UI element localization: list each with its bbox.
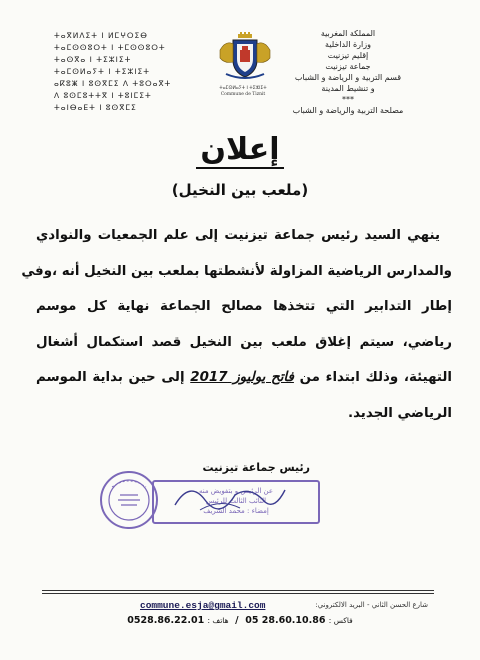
header-arabic	[268, 28, 428, 116]
tifinagh-line: ⵜⴰⵙⴳⴰ ⵏ ⵜⵉⵣⵏⵉⵜ	[54, 55, 132, 64]
footer-divider	[42, 590, 434, 591]
header-line: إقليم تيزنيت	[327, 51, 369, 60]
phone-label: هاتف :	[207, 616, 229, 625]
emblem-caption-french: Commune de Tiznit	[220, 92, 266, 97]
body-line-5-end: إلى حين بداية الموسم	[36, 370, 191, 385]
footer-divider	[42, 593, 434, 594]
stamp-line: عن الرئيس و بتفويض منه	[198, 487, 274, 495]
emblem-icon	[216, 32, 274, 82]
body-line-6: الرياضي الجديد.	[347, 405, 452, 421]
announcement-subtitle: (ملعب بين النخيل)	[171, 181, 309, 199]
tifinagh-line: ⵜⴰⵏⴱⴰⴹⵜ ⵏ ⵓⵙⴳⵎⵉ	[54, 103, 137, 112]
tifinagh-line: ⵜⴰⵎⵙⵙⵓⵔⵜ ⵏ ⵜⵎⵙⵙⵓⵔⵜ	[54, 43, 166, 52]
announcement-body	[21, 224, 452, 437]
body-line-3: إطار التدابير التي تتخذها مصالح الجماعة نهاية كل موسم	[36, 299, 452, 314]
round-stamp-icon	[98, 469, 160, 531]
tifinagh-line: ⵜⴰⴳⵍⴷⵉⵜ ⵏ ⵍⵎⵖⵔⵉⴱ	[54, 31, 148, 40]
signature-title: رئيس جماعة تيزنيت	[202, 461, 310, 474]
footer-email[interactable]: commune.esja@gmail.com	[140, 600, 266, 611]
emblem-caption-tifinagh: ⵜⴰⵎⵙⵍⴰⵢⵜ ⵏ ⵜⵉⵣⵏⵉⵜ	[219, 86, 267, 91]
header-line: وزارة الداخلية	[325, 40, 371, 49]
stamp-line: إمضاء : محمد الشريف	[203, 507, 269, 515]
body-line-2: والمدارس الرياضية المزاولة لأنشطتها بملعب بين النخيل أنه ،وفي	[21, 263, 452, 279]
body-line-5-start: التهيئة، وذلك ابتداء من	[293, 370, 452, 385]
header-tifinagh	[54, 30, 194, 114]
announcement-title	[0, 132, 480, 167]
header-line: المملكة المغربية	[320, 29, 376, 38]
header-line: جماعة تيزنيت	[325, 62, 371, 71]
fax-label: فاكس :	[328, 616, 353, 625]
tifinagh-line: ⵜⴰⵎⵙⵍⴰⵢⵜ ⵏ ⵜⵉⵣⵏⵉⵜ	[54, 67, 150, 76]
closure-date: فاتح يوليوز 2017	[190, 370, 294, 385]
tifinagh-line: ⴷ ⵓⵙⵎⵓⵜⵜⴳ ⵏ ⵜⵓⵏⵎⵉⵜ	[54, 91, 152, 100]
phone-number: 0528.86.22.01	[127, 615, 205, 626]
header-separator: ***	[342, 95, 354, 104]
footer-address: شارع الحسن الثاني - البريد الالكتروني:	[315, 601, 428, 609]
header-line: و تنشيط المدينة	[321, 84, 375, 93]
header-line: مصلحة التربية والرياضة و الشباب	[292, 106, 404, 115]
body-line-5	[36, 366, 452, 402]
tifinagh-line: ⴰⴽⵓⵥ ⵏ ⵓⵙⴳⵎⵉ ⴷ ⵜⵓⵔⴰⴳⵜ	[54, 79, 172, 88]
body-line-1: ينهي السيد رئيس جماعة تيزنيت إلى علم الجمعيات والنوادي	[36, 228, 440, 243]
handwritten-signature-icon	[170, 470, 290, 520]
body-line-4: رياضي، سيتم إغلاق ملعب بين النخيل قصد استكمال أشغال	[36, 334, 452, 350]
stamp-line: النائب الثالث للرئيس	[205, 497, 267, 505]
footer-phones: فاكس : 05 28.60.10.86 / هاتف : 0528.86.22.01	[127, 615, 353, 626]
announcement-title-text: إعلان	[196, 132, 283, 169]
header-line: قسم التربية و الرياضة و الشباب	[294, 73, 402, 82]
fax-number: 05 28.60.10.86	[245, 615, 326, 626]
